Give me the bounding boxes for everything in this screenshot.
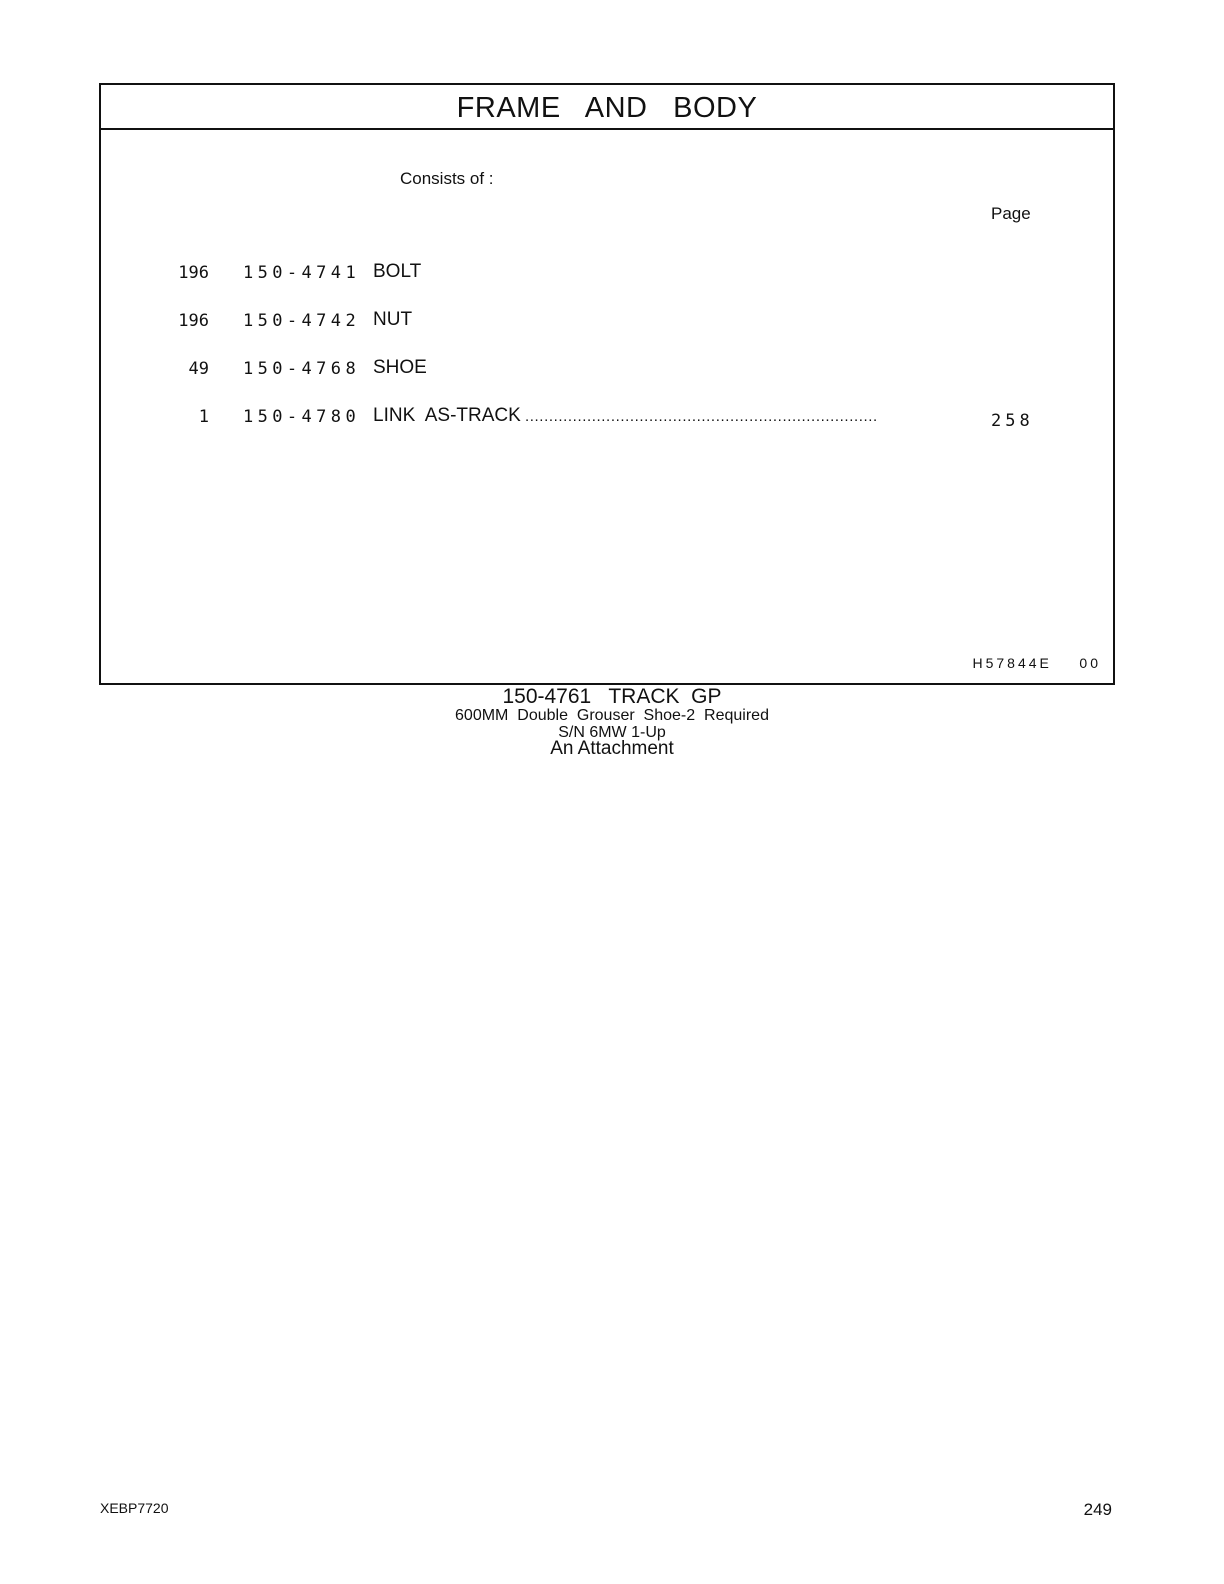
parts-frame <box>99 83 1115 685</box>
part-number: 150-4768 <box>243 359 361 379</box>
part-description: NUT <box>373 309 413 330</box>
part-description: BOLT <box>373 261 422 282</box>
part-qty: 1 <box>198 407 209 427</box>
page-column-label: Page <box>991 204 1031 223</box>
document-code: XEBP7720 <box>100 1500 169 1516</box>
part-description: SHOE <box>373 357 427 378</box>
part-qty: 196 <box>178 311 209 331</box>
dot-leader: .......................................................................... <box>525 408 878 425</box>
serial-range: S/N 6MW 1-Up <box>558 724 666 741</box>
illustration-ref-code: H57844E 00 <box>972 655 1101 671</box>
group-title: 150-4761 TRACK GP <box>502 685 722 708</box>
consists-of-label: Consists of : <box>400 169 494 188</box>
part-qty: 196 <box>178 263 209 283</box>
part-page-ref[interactable]: 258 <box>991 411 1034 431</box>
part-number: 150-4780 <box>243 407 361 427</box>
part-description: LINK AS-TRACK <box>373 405 521 426</box>
page-number: 249 <box>1083 1500 1112 1519</box>
part-qty: 49 <box>188 359 209 379</box>
attachment-note: An Attachment <box>550 738 674 759</box>
group-subtitle: 600MM Double Grouser Shoe-2 Required <box>455 707 769 724</box>
part-number: 150-4741 <box>243 263 361 283</box>
section-title: FRAME AND BODY <box>101 85 1113 130</box>
part-number: 150-4742 <box>243 311 361 331</box>
